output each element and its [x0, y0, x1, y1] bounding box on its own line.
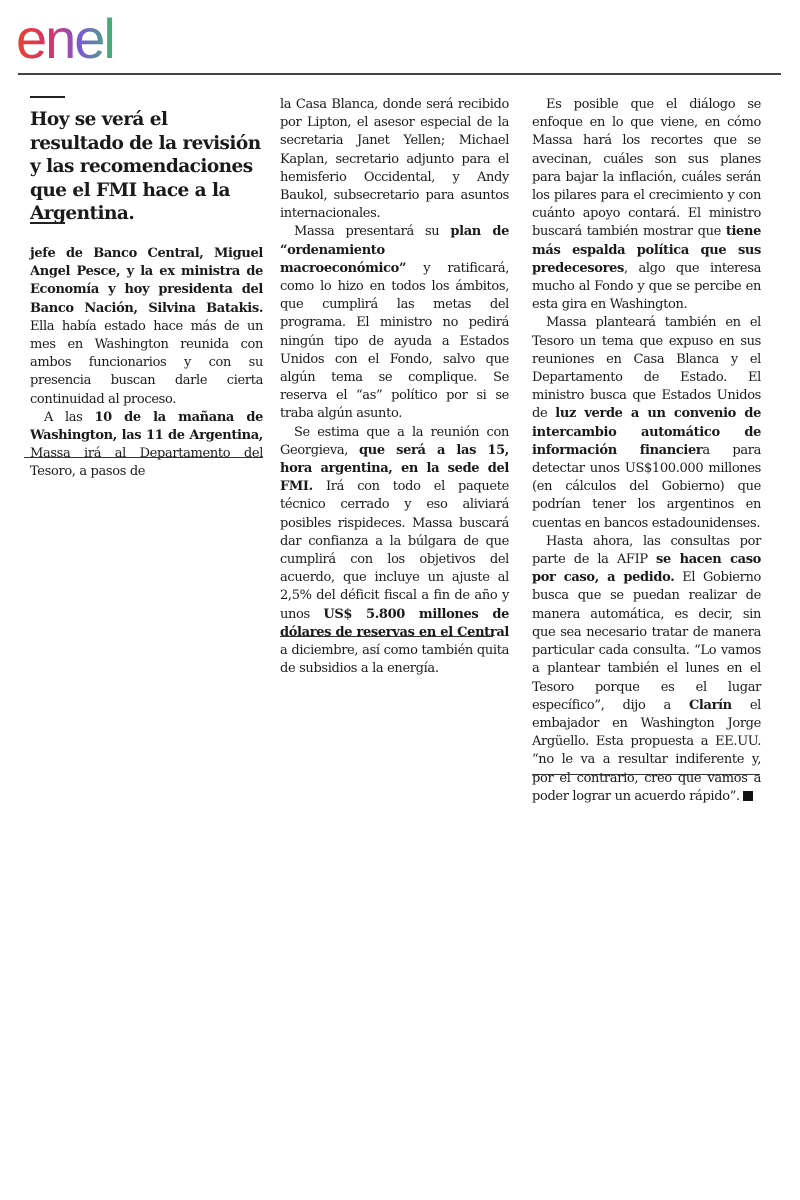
column-end-rule	[24, 457, 263, 458]
paragraph: A las 10 de la mañana de Washington, las 11 de Argentina, Massa irá al Departamento del Tesoro, a pasos de	[30, 409, 263, 480]
paragraph: Se estima que a la reunión con Georgieva, que será a las 15, hora argentina, en la sede del FMI. Irá con todo el paquete técnico cerrado y eso aliviará posibles rispideces. Massa buscará dar confianza a la búlgara de que cumplirá con los objetivos del acuerdo, que incluye un ajuste al 2,5% del déficit fiscal a fin de año y unos US$ 5.800 millones de dólares de reservas en el Central a diciembre, así como también quita de subsidios a la energía.	[280, 424, 509, 677]
paragraph: Massa planteará también en el Tesoro un tema que expuso en sus reuniones en Casa Blanca y el Departamento de Estado. El ministro busca que Estados Unidos de luz verde a un convenio de intercambio automático de información financiera para detectar unos US$100.000 millones (en cálculos del Gobierno) que podrían tener los argentinos en cuentas en bancos estadounidenses.	[532, 315, 761, 531]
end-of-article-mark	[743, 791, 753, 801]
paragraph: Es posible que el diálogo se enfoque en lo que viene, en cómo Massa hará los recortes que se avecinan, cuáles son sus planes para bajar la inflación, cuáles serán los pilares para el crecimiento y con cuánto apoyo contará. El ministro buscará también mostrar que tiene más espalda política que sus predecesores, algo que interesa mucho al Fondo y que se percibe en esta gira en Washington.	[532, 97, 761, 313]
article-column-2	[280, 96, 509, 679]
article-column-1	[30, 245, 263, 482]
pull-quote: Hoy se verá el resultado de la revisión y las recomendaciones que el FMI hace a la Argentina.	[30, 109, 261, 224]
svg-text:enel: enel	[16, 8, 114, 68]
article-column-3	[532, 96, 761, 806]
header-rule	[18, 73, 781, 75]
paragraph: jefe de Banco Central, Miguel Angel Pesce, y la ex ministra de Economía y hoy presidenta del Banco Nación, Silvina Batakis. Ella había estado hace más de un mes en Washington reunida con ambos funcionarios y con su presencia buscan darle cierta continuidad al proceso.	[30, 246, 263, 407]
paragraph: la Casa Blanca, donde será recibido por Lipton, el asesor especial de la secretaria Janet Yellen; Michael Kaplan, secretario adjunto para el hemisferio Occidental, y Andy Baukol, subsecretario para asuntos internacionales.	[280, 97, 509, 222]
pull-quote-rule-top	[30, 96, 65, 98]
paragraph: Hasta ahora, las consultas por parte de la AFIP se hacen caso por caso, a pedido. El Gobierno busca que se puedan realizar de manera automática, es decir, sin que sea necesario tratar de manera particular cada consulta. “Lo vamos a plantear también el lunes en el Tesoro porque es el lugar específico”, dijo a Clarín el embajador en Washington Jorge Argüello. Esta propuesta a EE.UU. “no le va a resultar indiferente y, por el contrario, creo que vamos a poder lograr un acuerdo rápido”.	[532, 533, 762, 804]
pull-quote-rule-bottom	[30, 222, 65, 224]
enel-logo	[16, 8, 176, 68]
column-end-rule	[532, 774, 760, 775]
column-end-rule	[280, 636, 493, 637]
paragraph: Massa presentará su plan de “ordenamiento macroeconómico” y ratificará, como lo hizo en todos los ámbitos, que cumplirá las metas del programa. El ministro no pedirá ningún tipo de ayuda a Estados Unidos con el Fondo, salvo que algún tema se complique. Se reserva el “as” político por si se traba algún asunto.	[280, 224, 509, 422]
